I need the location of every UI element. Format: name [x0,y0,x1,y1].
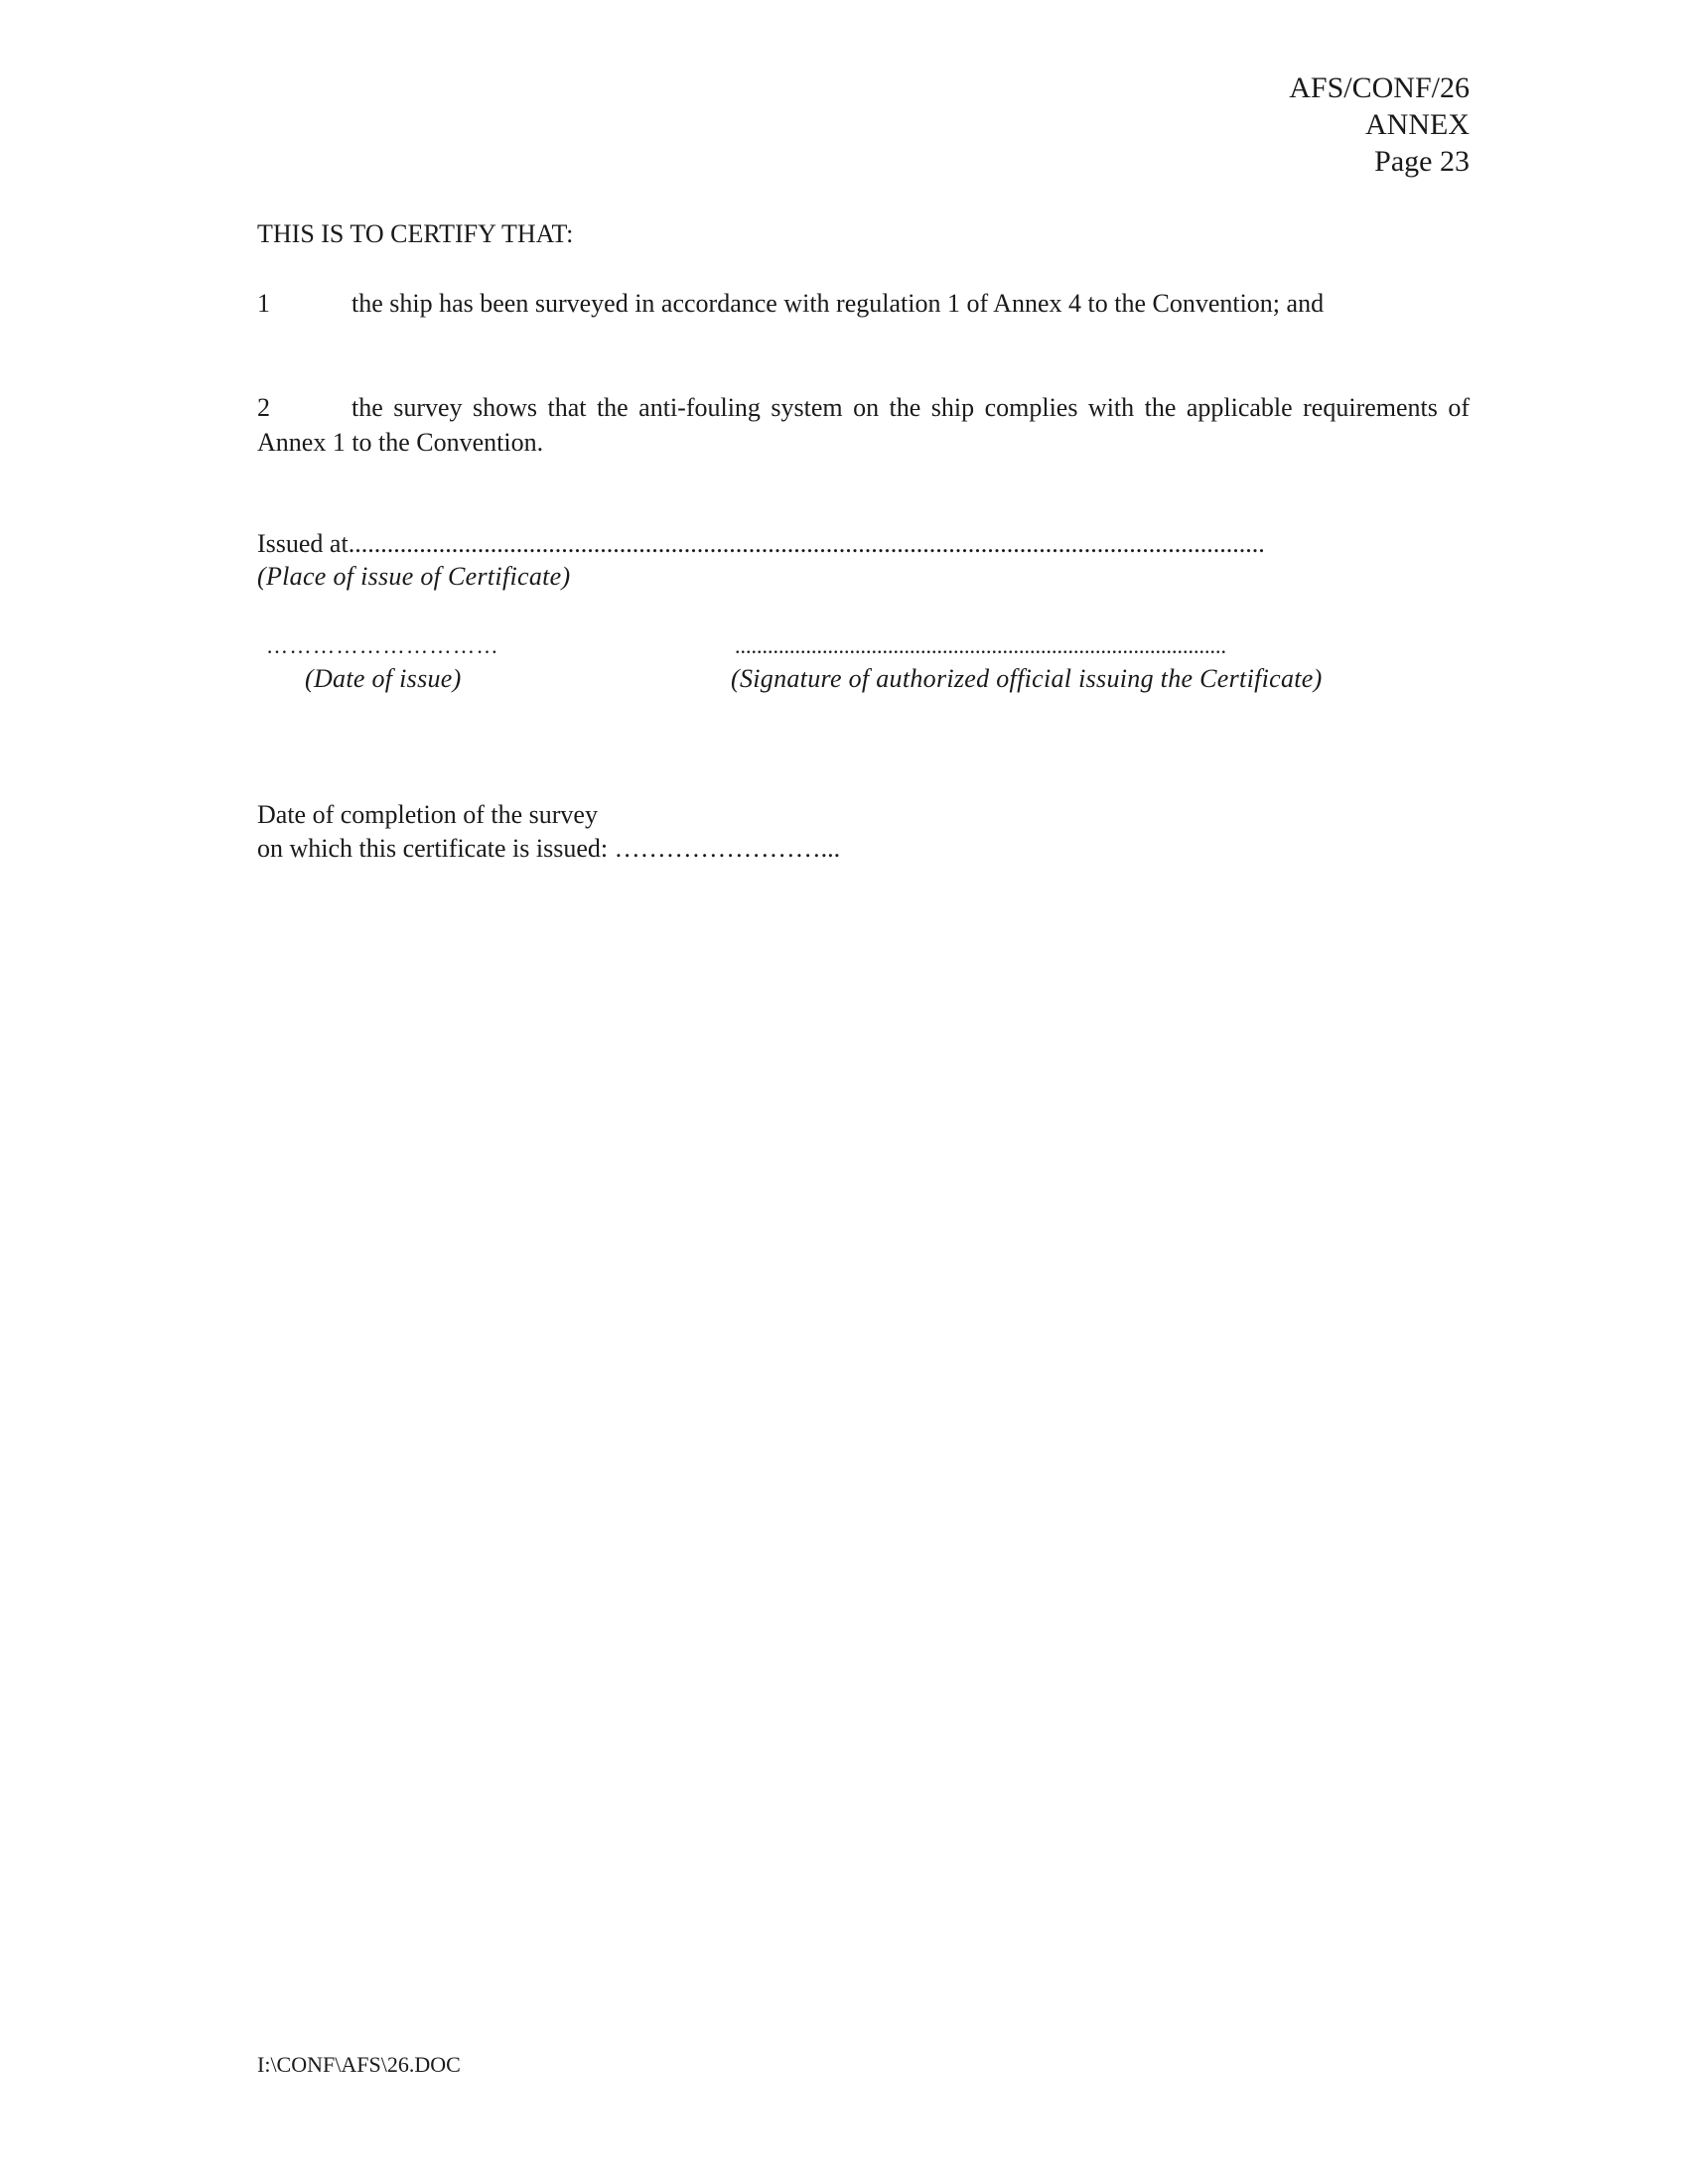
annex-label: ANNEX [1365,108,1470,141]
completion-line-1: Date of completion of the survey [257,800,598,829]
completion-line-2: on which this certificate is issued: ……………………... [257,834,841,863]
issued-at-line [257,526,1265,561]
document-reference: AFS/CONF/26 [1289,71,1470,104]
item-text: the survey shows that the anti-fouling system on the ship complies with the applicable requirements of Annex 1 to the Convention. [257,393,1470,457]
item-number: 2 [257,393,270,422]
item-text: the ship has been surveyed in accordance with regulation 1 of Annex 4 to the Convention; and [352,289,1325,318]
survey-completion-block [257,798,840,866]
certify-item-2 [257,390,1470,460]
item-number: 1 [257,289,270,318]
page-number: Page 23 [1374,145,1470,178]
certify-item-1 [257,286,1470,321]
document-header [1289,69,1470,180]
issued-at-label: Issued at [257,529,349,558]
certify-heading: THIS IS TO CERTIFY THAT: [257,219,574,248]
place-of-issue-caption: (Place of issue of Certificate) [257,562,571,591]
issued-at-dots: .............................................................................................................................................. [348,529,1265,558]
date-of-issue-dots: ………………………… [266,633,499,658]
file-path-footer: I:\CONF\AFS\26.DOC [257,2052,461,2077]
signature-caption: (Signature of authorized official issuing the Certificate) [731,664,1323,693]
signature-dots: .......................................................................................... [735,633,1226,658]
date-of-issue-caption: (Date of issue) [305,664,462,693]
